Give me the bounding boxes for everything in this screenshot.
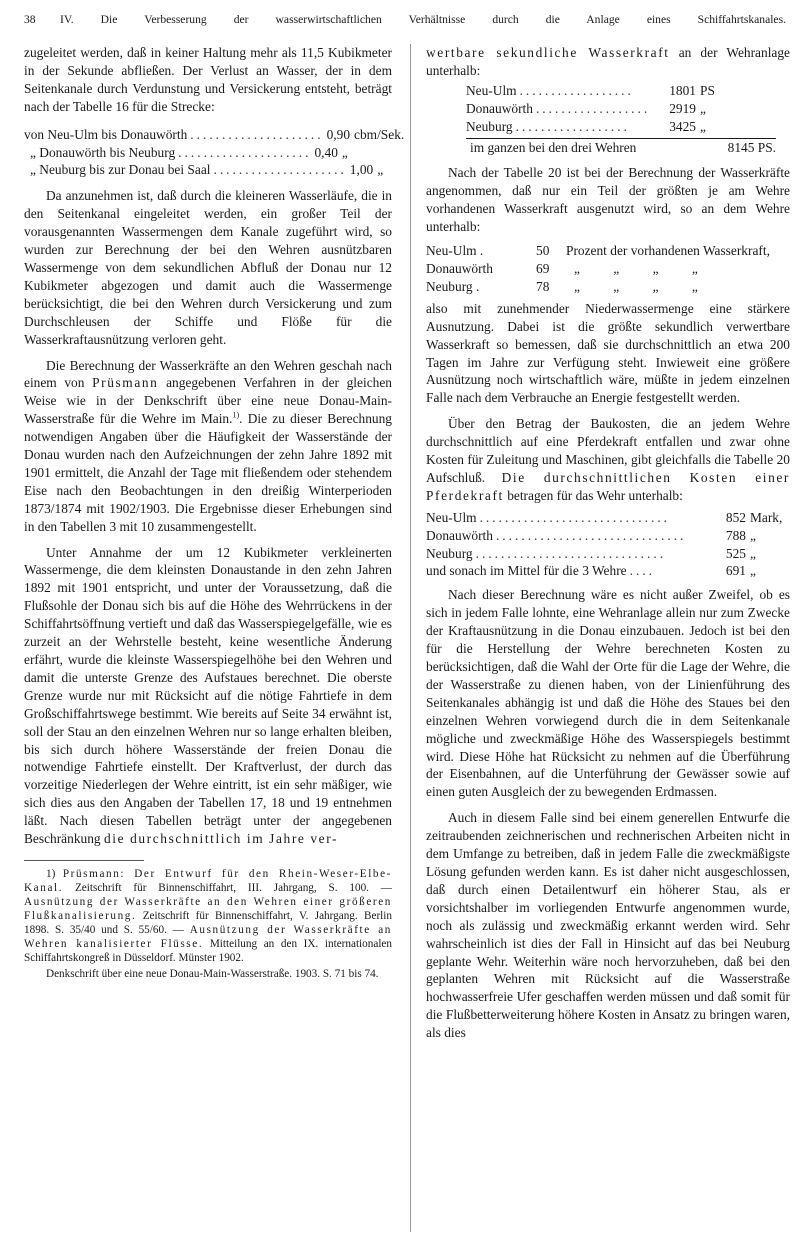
route-label: „ Neuburg bis zur Donau bei Saal bbox=[30, 162, 211, 178]
weir-value: 3425 bbox=[669, 118, 696, 134]
chapter-title: IV. Die Verbesserung der wasserwirtschaftlichen Verhältnisse durch die Anlage eines Schiffahrtskanales. bbox=[60, 13, 786, 26]
cost-value: 852 bbox=[725, 509, 746, 525]
leader-dots: .... bbox=[629, 563, 655, 579]
paragraph bbox=[426, 415, 790, 505]
route-label: „ Donauwörth bis Neuburg bbox=[30, 144, 176, 160]
leader-dots: .................. bbox=[535, 100, 651, 116]
water-loss-list bbox=[24, 126, 405, 180]
text-span: Mitteilung an den IX. internationalen Schiffahrtskongreß in Düsseldorf. Münster 1902. bbox=[24, 937, 392, 964]
leader-dots: .............................. bbox=[495, 527, 687, 543]
list-item bbox=[426, 545, 790, 563]
leader-dots: .................. bbox=[515, 118, 630, 134]
list-item bbox=[24, 144, 392, 162]
weir-unit: „ bbox=[700, 100, 706, 116]
weir-label: Neuburg bbox=[426, 545, 473, 561]
paragraph-continuation bbox=[426, 44, 790, 80]
percent-value: 69 bbox=[536, 260, 550, 276]
paragraph bbox=[24, 357, 392, 536]
utilization-list bbox=[426, 242, 790, 296]
running-header bbox=[24, 11, 786, 29]
right-column bbox=[426, 44, 790, 1042]
text-span: Ausnützung der Wasserkräfte an Wehren kanalisierter Flüsse. bbox=[24, 923, 392, 950]
cost-unit: „ bbox=[750, 545, 756, 561]
text-span: Über den Betrag der Baukosten, die an jedem Wehre durchschnittlich auf eine Pferdekraft entfallen und zwar ohne Kosten für Zuleitung und Maschinen, gibt gleichfalls die Tabelle 20 Aufschluß. bbox=[426, 416, 790, 485]
cost-unit: „ bbox=[750, 563, 756, 579]
cost-unit: „ bbox=[750, 527, 756, 543]
route-label: von Neu-Ulm bis Donauwörth bbox=[24, 126, 188, 142]
leader-dots: ..................... bbox=[213, 162, 347, 178]
cost-value: 788 bbox=[725, 527, 746, 543]
weir-label: Donauwörth bbox=[426, 527, 493, 543]
paragraph bbox=[24, 544, 392, 848]
route-value: 0,90 bbox=[326, 126, 351, 142]
total-content bbox=[466, 139, 776, 157]
average-label: und sonach im Mittel für die 3 Wehre bbox=[426, 563, 627, 579]
list-item bbox=[426, 509, 790, 527]
cost-value: 525 bbox=[725, 545, 746, 561]
emphasis-spaced: wertbare sekundliche Wasserkraft bbox=[426, 45, 670, 60]
weir-value: 1801 bbox=[669, 82, 696, 98]
route-value: 0,40 bbox=[314, 144, 338, 160]
leader-dots: ..................... bbox=[178, 144, 312, 160]
weir-label: Donauwörth bbox=[466, 100, 533, 116]
ditto-marks: „ „ „ „ bbox=[574, 260, 698, 276]
footnotes bbox=[24, 867, 392, 981]
weir-label: Neuburg . bbox=[426, 278, 480, 294]
cost-value: 691 bbox=[725, 563, 746, 579]
paragraph: Nach der Tabelle 20 ist bei der Berechnung der Wasserkräfte angenommen, daß nur ein Teil der größten je am Wehre vorhandenen Wasserkraft ausgenutzt wird, so an dem Wehre unterhalb: bbox=[426, 165, 790, 235]
route-value: 1,00 bbox=[349, 162, 374, 178]
text-span: . Die zu dieser Berechnung notwendigen Angaben über die Häufigkeit der Wasserstände der Donau wurden nach den Aufzeichnungen der zehn Jahre 1892 mit 1901 ermittelt, die Anzahl der Tage mit fließendem oder stehendem Eise nach den Beobachtungen in den dreißig Winterperioden 1873/1874 mit 1902/1903. Die Ergebnisse dieser Erhebungen sind in den Tabellen 3 mit 10 zusammengestellt. bbox=[24, 411, 392, 534]
leader-dots: ..................... bbox=[190, 126, 324, 142]
left-column bbox=[24, 44, 405, 981]
list-item bbox=[466, 82, 728, 100]
weir-label: Donauwörth bbox=[426, 260, 493, 276]
weir-label: Neu-Ulm bbox=[466, 82, 517, 98]
text-span: betragen für das Wehr unterhalb: bbox=[507, 487, 683, 503]
footnote-separator bbox=[24, 860, 144, 861]
footnote-ref: 1) bbox=[232, 410, 240, 420]
cost-list bbox=[426, 509, 790, 581]
weir-label: Neu-Ulm bbox=[426, 509, 477, 525]
text-span: Ausnützung der Wasserkräfte an den Wehren einer größeren Flußkanalisierung. bbox=[24, 895, 392, 922]
text-span: Zeitschrift für Binnenschiffahrt, V. Jahrgang. Berlin 1898. S. 35/40 und S. 55/60. — bbox=[24, 909, 392, 936]
text-span: Prüsmann: Der Entwurf für den Rhein-Weser-Elbe-Kanal. bbox=[24, 867, 392, 894]
weir-unit: „ bbox=[700, 118, 706, 134]
footnote-marker: 1) bbox=[46, 867, 63, 880]
text-span: Neu-Ulm bbox=[426, 243, 477, 259]
total-label: im ganzen bei den drei Wehren bbox=[470, 139, 637, 155]
list-item bbox=[426, 278, 790, 296]
list-item bbox=[426, 260, 790, 278]
percent-value: 50 bbox=[536, 243, 550, 259]
total-row bbox=[466, 138, 776, 157]
paragraph-continuation: zugeleitet werden, daß in keiner Haltung mehr als 11,5 Kubikmeter in der Sekunde abfließen. Der Verlust an Wasser, der in dem Seitenkanale durch Verdunstung und Versickerung entsteht, beträgt nach der Tabelle 16 für die Strecke: bbox=[24, 45, 392, 114]
leader-dots: .................. bbox=[519, 82, 634, 98]
percent-value: 78 bbox=[536, 278, 550, 294]
paragraph: Da anzunehmen ist, daß durch die kleineren Wasserläufe, die in den Seitenkanal eingeleitet werden, ein großer Teil der vorausgenannten Wassermengen dem Kanale zugeführt wird, so wurden zur Berechnung der bei den Wehren ausnützbaren Wassermenge von dem sekundlichen Abfluß der Donau nur 12 Kubikmeter abgezogen und damit auch die Wassermenge berücksichtigt, die bei den Wehren durch Versickerung und zum Durchschleusen der Schiffe und Flöße für die Wasserkraftausnützung verloren geht. bbox=[24, 188, 392, 347]
column-divider bbox=[410, 44, 411, 1232]
page-number: 38 bbox=[24, 13, 36, 26]
total-value: 8145 PS. bbox=[727, 139, 776, 155]
route-unit: „ bbox=[377, 162, 384, 178]
leader-dots: .............................. bbox=[479, 509, 671, 525]
emphasis-spaced: Die durchschnittlichen Kosten einer Pferdekraft bbox=[426, 469, 790, 503]
horsepower-list bbox=[466, 82, 728, 136]
footnote bbox=[24, 867, 392, 965]
text-span: Zeitschrift für Binnenschiffahrt, III. Jahrgang, S. 100. — bbox=[63, 881, 392, 894]
percent-text: Prozent der vorhandenen Wasserkraft, bbox=[566, 243, 770, 259]
list-item bbox=[24, 126, 405, 144]
list-item bbox=[426, 527, 790, 545]
list-item bbox=[466, 118, 728, 136]
footnote: Denkschrift über eine neue Donau-Main-Wasserstraße. 1903. S. 71 bis 74. bbox=[46, 967, 379, 980]
paragraph: Nach dieser Berechnung wäre es nicht außer Zweifel, ob es sich in jedem Falle lohnte, eine Wehranlage allein nur zum Zwecke der Kraftausnützung in die Donau einzubauen. Jedoch ist bei den für die Herstellung der Wehre berechneten Kosten zu berücksichtigen, daß die Wahl der Orte für die Lage der Wehre, die der Wasserstraße zu dienen haben, von der Linienführung des Seitenkanales abhängig ist und daß die Höhe des Staues bei den einzelnen Wehren vorwiegend durch die in dem Seitenkanale mögliche und zweckmäßige Höhe des Wasserspiegels bestimmt wird. Diese Höhe hat Rücksicht zu nehmen auf die Überführung der Eisenbahnen, auf die Unterführung der Gewässer sowie auf einen guten Ausgleich der zu bewegenden Erdmassen. bbox=[426, 587, 790, 800]
list-item bbox=[24, 161, 392, 179]
emphasis-spaced: die durchschnittlich im Jahre ver- bbox=[103, 831, 339, 847]
route-unit: „ bbox=[341, 144, 348, 160]
text-span: Die Berechnung der Wasserkräfte an den Wehren geschah nach einem von bbox=[24, 357, 392, 391]
paragraph: Auch in diesem Falle sind bei einem generellen Entwurfe die zeitraubenden zeichnerischen und rechnerischen Arbeiten nicht in dem Umfange zu betreiben, daß in jedem Falle die zweckmäßigste Lösung gefunden werden kann. Es ist daher nicht ausgeschlossen, daß durch einen Detailentwurf ein höherer Stau, als er vorsichtshalber im vorliegenden Entwurfe angenommen wurde, noch als zulässig und zweckmäßig erkannt werden wird. Sehr wahrscheinlich ist dies der Fall in Hinsicht auf das bei Neuburg geplante Wehr. Weiterhin wäre noch hervorzuheben, daß bei den geplanten Wehren mit Rücksicht auf die Wasserstraße hochwasserfreie Ufer geschaffen werden müssen und daß somit für die Flußbetterweiterung höhere Kosten in Ansatz zu bringen waren, als dies bbox=[426, 810, 790, 1041]
ditto-marks: „ „ „ „ bbox=[574, 278, 698, 294]
text-span: an der Wehranlage unterhalb: bbox=[426, 45, 790, 78]
author-name: Prüsmann bbox=[92, 375, 159, 391]
route-unit: cbm/Sek. bbox=[354, 126, 405, 142]
list-item bbox=[426, 562, 790, 580]
paragraph: also mit zunehmender Niederwassermenge eine stärkere Ausnutzung. Dabei ist die größte sekundlich verwertbare Wasserkraft so bemessen, daß sie durchschnittlich an etwa 200 Tagen im Jahre zur Verfügung steht. Inwieweit eine größere Ausnützung noch wirtschaftlich wäre, müßte in jedem einzelnen Falle nach dem Verbrauche an Energie festgestellt werden. bbox=[426, 300, 790, 406]
list-item bbox=[426, 242, 790, 260]
text-span: Neuburg bbox=[426, 278, 473, 294]
weir-label: Neuburg bbox=[466, 118, 513, 134]
text-span: angegebenen Verfahren in der gleichen Weise wie in der Denkschrift über eine neue Donau-Main-Wasserstraße für die Wehre im Main. bbox=[24, 375, 392, 427]
list-item bbox=[466, 100, 728, 118]
cost-unit: Mark, bbox=[750, 509, 783, 525]
weir-value: 2919 bbox=[669, 100, 696, 116]
weir-unit: PS bbox=[700, 82, 715, 98]
text-span: Unter Annahme der um 12 Kubikmeter verkleinerten Wassermenge, die dem kleinsten Donaustande in den zehn Jahren 1892 mit 1901 entspricht, und unter der Voraussetzung, daß die Flußsohle der Donau sich bis auf die Höhe des Wehrrückens in der Schiffahrtsöffnung vertieft und daß das Wasserspiegelgefälle, wie es zurzeit an der Wehrstelle besteht, keine wesentliche Änderung erfährt, wurde die kleinste Wasserspiegelhöhe bei den Wehren und damit die unterste Grenze des Aufstaues berechnet. Die oberste Grenze wurde nur mit Rücksicht auf die nötige Fahrtiefe in dem Großschiffahrtswege bestimmt. Wie bereits auf Seite 34 erwähnt ist, soll der Stau an den einzelnen Wehren nur so lange erhalten bleiben, bis sich durch höhere Wasserstände der freien Donau die notwendige Fahrtiefe einstellt. Der Kraftverlust, der durch das vorzeitige Niederlegen der Wehre eintritt, ist ein sehr mäßiger, wie sich dies aus den Angaben der Tabellen 17, 18 und 19 entnehmen läßt. Nach diesen Tabellen beträgt unter der angegebenen Beschränkung bbox=[24, 544, 392, 847]
weir-label: Neu-Ulm . bbox=[426, 243, 484, 259]
leader-dots: .............................. bbox=[475, 545, 667, 561]
